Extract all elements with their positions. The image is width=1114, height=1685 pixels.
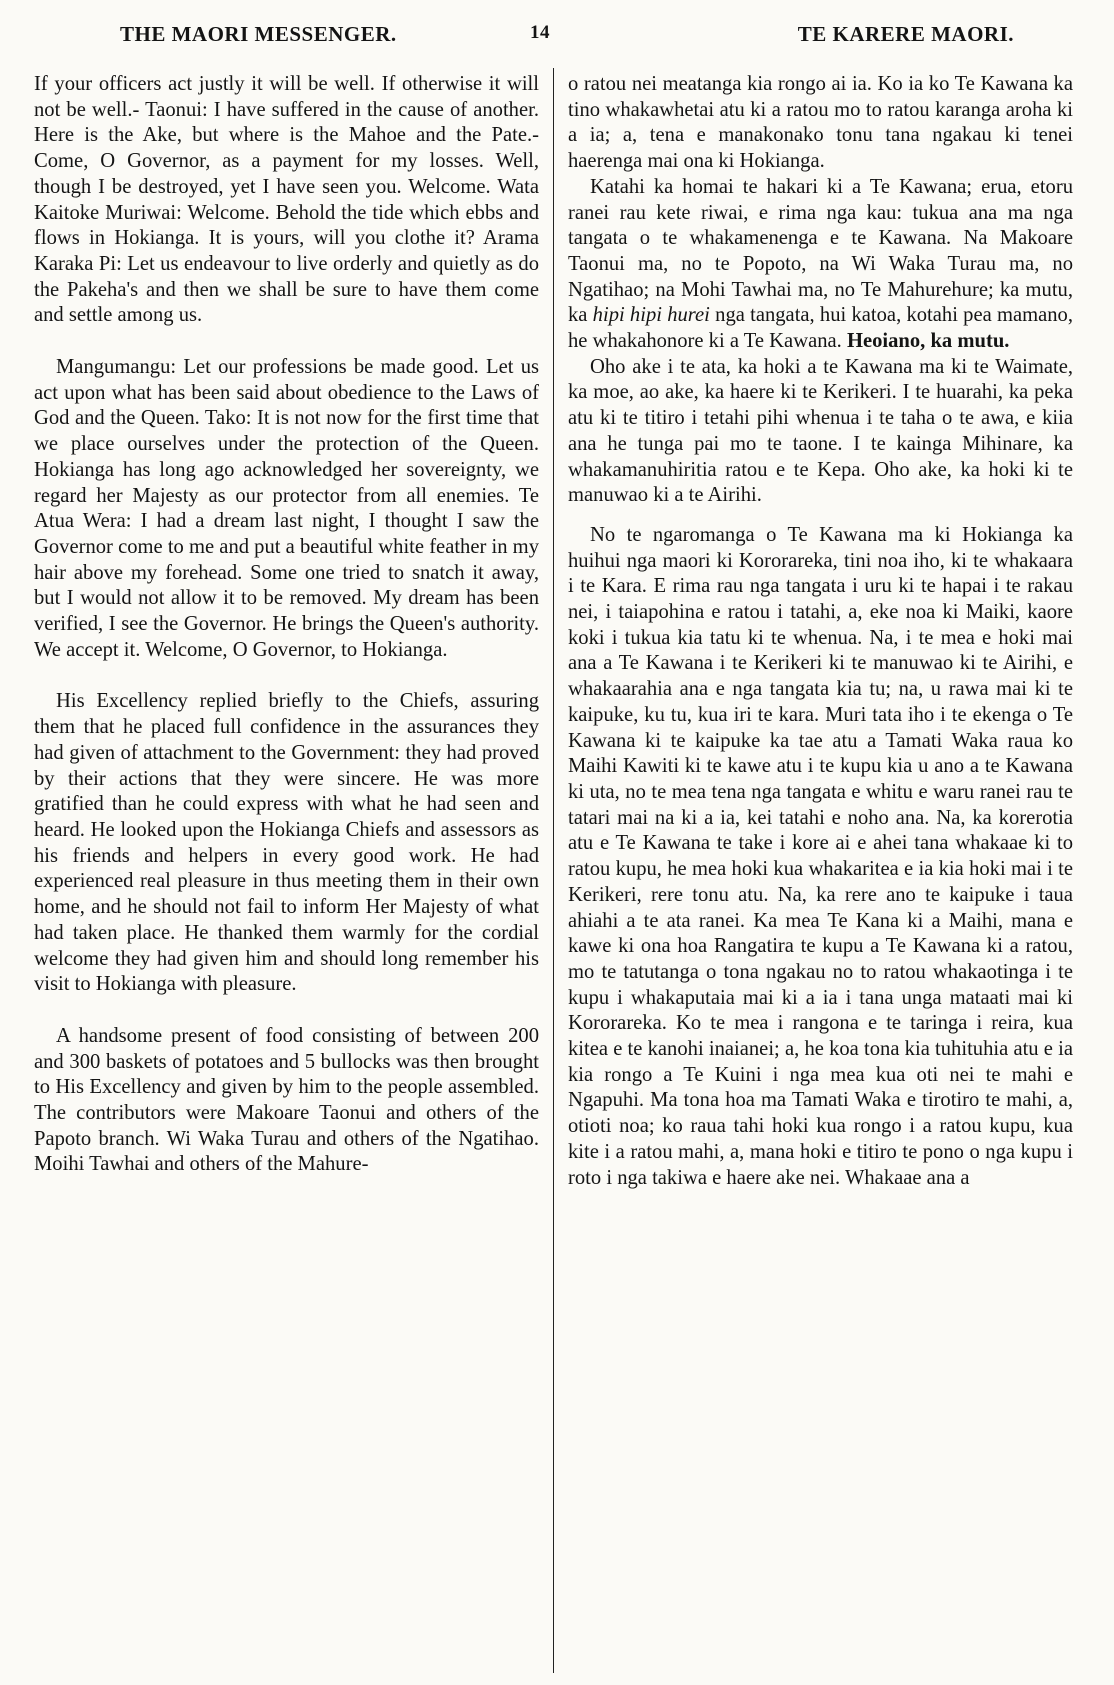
- paragraph-governor-reply: His Excellency replied briefly to the Chiefs, assuring them that he placed full confidence in the assurances they had given of attachment to the Government: they had proved by their actions that they were sincere. He was more gratified than he could express with what he had seen and heard. He looked upon the Hokianga Chiefs and assessors as his friends and helpers in every good work. He had experienced real pleasure in thus meeting them in their own home, and he should not fail to inform Her Majesty of what had taken place. He thanked them warmly for the cordial welcome they had given him and should long remember his visit to Hokianga with pleasure.: [34, 690, 539, 996]
- paragraph-food-present: A handsome present of food consisting of between 200 and 300 baskets of potatoes and 5 bullocks was then brought to His Excellency and given by him to the people assembled. The contributors were Makoare Taonui and others of the Papoto branch. Wi Waka Turau and others of the Ngatihao. Moihi Tawhai and others of the Mahure-: [34, 1024, 539, 1176]
- column-divider: [553, 68, 554, 1673]
- paragraph-hakari: [568, 175, 1073, 355]
- paragraph-waimate-kerikeri: Oho ake i te ata, ka hoki a te Kawana ma ki te Waimate, ka moe, ao ake, ka haere ki te Kerikeri. I te huarahi, ka peka atu ki te titiro i tetahi pihi whenua i te taha o te awa, e kiia ana he tunga pai mo te taone. I te kainga Mihinare, ka whakamanuhiritia ratou e te Kepa. Oho ake, ka hoki ki te manuwao ki a te Airihi.: [568, 355, 1073, 507]
- paragraph-chiefs-speeches: If your officers act justly it will be well. If otherwise it will not be well.- Taonui: I have suffered in the cause of another. Here is the Ake, but where is the Mahoe and the Pate.- Come, O Governor, as a payment for my losses. Well, though I be destroyed, yet I have seen you. Welcome. Wata Kaitoke Muriwai: Welcome. Behold the tide which ebbs and flows in Hokianga. It is yours, will you clothe it? Arama Karaka Pi: Let us endeavour to live orderly and quietly as do the Pakeha's and then we shall be sure to have them come and settle among us.: [34, 73, 539, 327]
- hakari-italic-phrase: hipi hipi hurei: [592, 304, 710, 327]
- maori-column: [568, 72, 1073, 1191]
- hakari-closing: Heoiano, ka mutu.: [846, 330, 1010, 353]
- paragraph-kororareka-kara: No te ngaromanga o Te Kawana ma ki Hokianga ka huihui nga maori ki Kororareka, tini noa iho, ki te whakaara i te Kara. E rima rau nga tangata i uru ki te hapai i te rakau nei, i taiapohina e ratou i tatahi, a, eke noa ki Maiki, kaore koki i tukua kia tatu ki te whenua. Na, i te mea e hoki mai ana a Te Kawana i te Kerikeri ki te manuwao ki te Airihi, e whakaarahia ana e nga tangata kia tu; na, u rawa mai ki te kaipuke, ku tu, kua iri te kara. Muri tata iho i te ekenga o Te Kawana ki te kaipuke ka tae atu a Tamati Waka raua ko Maihi Kawiti ki te kawe atu i te kupu kia u ano a te Kawana ki uta, no te mea tena nga tangata e whitu e waru ranei rau te tatari mai na ki a ia, kei tatahi e noho ana. Na, ka korerotia atu e Te Kawana te take i kore ai e ahei tana whakaae ki to ratou kupu, he mea hoki kua whakaritea e ia kia hoki mai i te Kerikeri, rere tonu atu. Na, ka rere ano te kaipuke i taua ahiahi a te ata ranei. Ka mea Te Kana ki a Maihi, mana e kawe ki ona hoa Rangatira te kupu a Te Kawana ki a ratou, mo te tatutanga o tona ngakau no to ratou whakaotinga i te kupu i whakaputaia mai ki a ia i tana unga mataati mai ki Kororareka. Ko te mea i rangona e te taringa i reira, kua kitea e te kanohi inaianei; a, he koa tona kia tuhituhia atu e ia kia rongo a Te Kuini i nga mea kua oti nei te mahi e Ngapuhi. Ma tona hoa ma Tamati Waka e tirotiro te mahi, a, otioti noa; ko raua tahi hoki kua rongo i a ratou kupu, kua kite i a ratou mahi, a, mana hoki e titiro te pono o nga kupu i roto i nga takiwa e haere ake nei. Whakaae ana a: [568, 523, 1073, 1189]
- hakari-text-b: nga tangata, hui katoa, kotahi pea mamano, he whakahonore ki a Te Kawana.: [568, 304, 1074, 353]
- hakari-text-a: Katahi ka homai te hakari ki a Te Kawana; erua, etoru ranei rau kete riwai, e rima nga kau: tukua ana ma nga tangata o te whakamenenga e te Kawana. Na Makoare Taonui ma, no te Popoto, na Wi Waka Turau ma, no Ngatihao; na Mohi Tawhai ma, no Te Mahurehure; ka mutu, ka: [568, 175, 1073, 327]
- header-english-title: THE MAORI MESSENGER.: [120, 22, 397, 46]
- page-number: 14: [530, 22, 550, 43]
- header-maori-title: TE KARERE MAORI.: [797, 22, 1014, 46]
- paragraph-mangumangu-speech: Mangumangu: Let our professions be made good. Let us act upon what has been said about obedience to the Laws of God and the Queen. Tako: It is not now for the first time that we place ourselves under the protection of the Queen. Hokianga has long ago acknowledged her sovereignty, we regard her Majesty as our protector from all enemies. Te Atua Wera: I had a dream last night, I thought I saw the Governor come to me and put a beautiful white feather in my hair above my forehead. Some one tried to snatch it away, but I would not allow it to be removed. My dream has been verified, I see the Governor. He brings the Queen's authority. We accept it. Welcome, O Governor, to Hokianga.: [34, 356, 539, 661]
- english-column: [34, 72, 539, 1178]
- page-header: [120, 16, 1014, 56]
- paragraph-kawana-whakawhetai: o ratou nei meatanga kia rongo ai ia. Ko ia ko Te Kawana ka tino whakawhetai atu ki a ratou mo to ratou karanga aroha ki a ia; a, tena e manakonako tonu tana ngakau ki tenei haerenga mai ona ki Hokianga.: [568, 73, 1073, 173]
